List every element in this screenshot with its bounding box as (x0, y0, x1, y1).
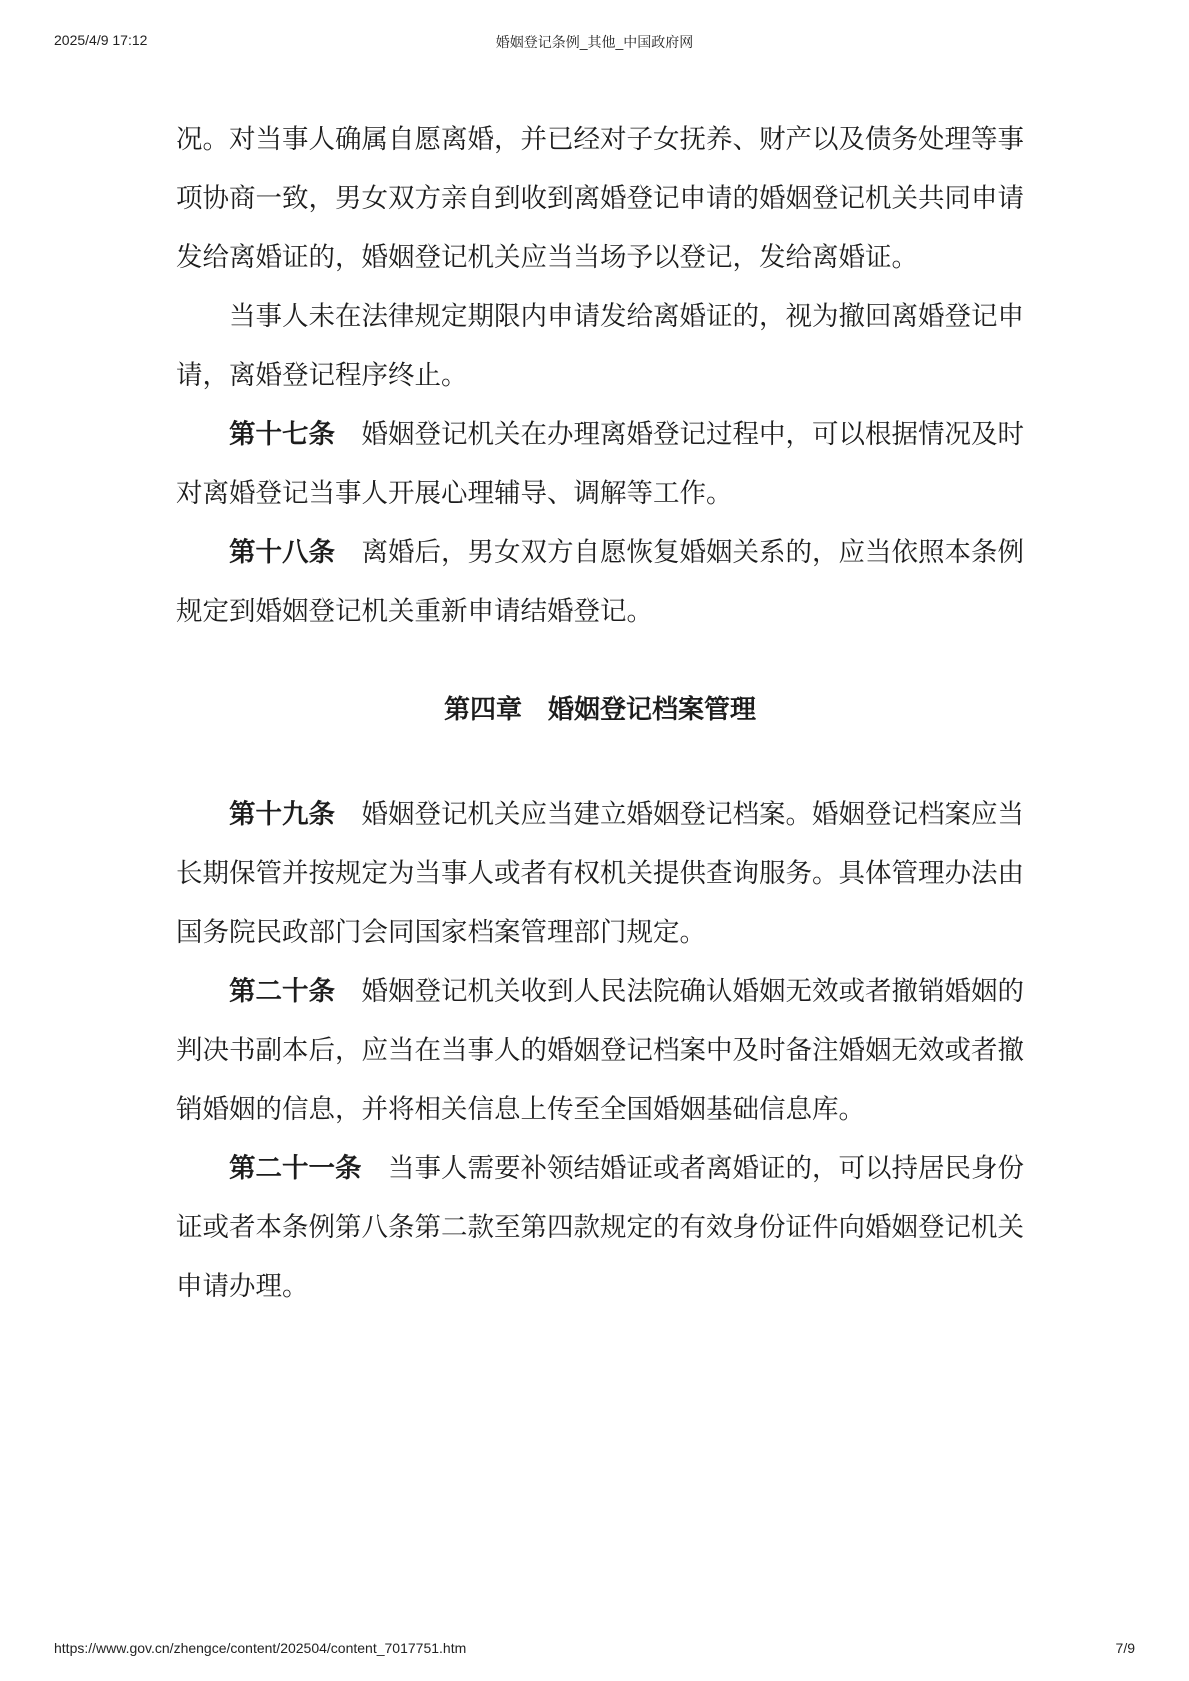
print-header (54, 32, 1135, 56)
article-label: 第十七条 (229, 419, 335, 450)
article-text: 婚姻登记机关收到人民法院确认婚姻无效或者撤销婚姻的判决书副本后，应当在当事人的婚姻登记档案中及时备注婚姻无效或者撤销婚姻的信息，并将相关信息上传至全国婚姻基础信息库。 (176, 976, 1024, 1125)
article-21 (176, 1139, 1024, 1316)
print-footer (54, 1640, 1135, 1662)
chapter-heading: 第四章 婚姻登记档案管理 (443, 695, 756, 725)
article-label: 第十八条 (229, 537, 335, 568)
page-url: https://www.gov.cn/zhengce/content/202504/content_7017751.htm (54, 1640, 467, 1656)
article-text: 离婚后，男女双方自愿恢复婚姻关系的，应当依照本条例规定到婚姻登记机关重新申请结婚登记。 (176, 537, 1024, 627)
document-body (176, 110, 1024, 1316)
article-label: 第十九条 (229, 799, 335, 830)
article-text: 当事人需要补领结婚证或者离婚证的，可以持居民身份证或者本条例第八条第二款至第四款规定的有效身份证件向婚姻登记机关申请办理。 (176, 1153, 1024, 1302)
article-18 (176, 523, 1024, 641)
article-text: 婚姻登记机关在办理离婚登记过程中，可以根据情况及时对离婚登记当事人开展心理辅导、调解等工作。 (176, 419, 1024, 509)
page-number: 7/9 (1115, 1640, 1135, 1656)
print-page-title: 婚姻登记条例_其他_中国政府网 (495, 34, 694, 50)
paragraph-continued: 况。对当事人确属自愿离婚，并已经对子女抚养、财产以及债务处理等事项协商一致，男女双方亲自到收到离婚登记申请的婚姻登记机关共同申请发给离婚证的，婚姻登记机关应当当场予以登记，发给离婚证。 (176, 124, 1024, 273)
article-20 (176, 962, 1024, 1139)
paragraph: 当事人未在法律规定期限内申请发给离婚证的，视为撤回离婚登记申请，离婚登记程序终止。 (176, 301, 1024, 391)
article-19 (176, 785, 1024, 962)
article-17 (176, 405, 1024, 523)
article-label: 第二十条 (229, 976, 335, 1007)
article-label: 第二十一条 (229, 1153, 362, 1184)
article-text: 婚姻登记机关应当建立婚姻登记档案。婚姻登记档案应当长期保管并按规定为当事人或者有权机关提供查询服务。具体管理办法由国务院民政部门会同国家档案管理部门规定。 (176, 799, 1024, 948)
print-datetime: 2025/4/9 17:12 (54, 32, 148, 48)
